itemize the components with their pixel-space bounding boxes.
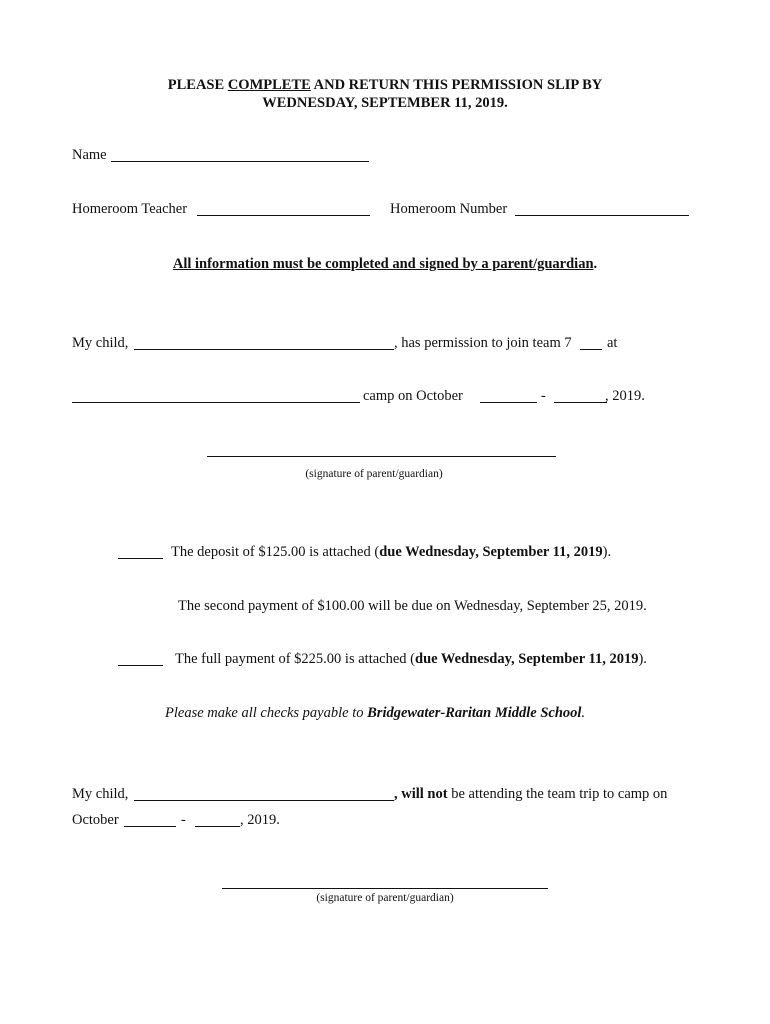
- not-attending-my-child-label: My child,: [72, 786, 129, 802]
- completion-notice: [0, 256, 770, 273]
- completion-notice-text: All information must be completed and signed by a parent/guardian: [172, 256, 594, 272]
- signature-label: (signature of parent/guardian): [305, 468, 443, 480]
- title-text-start: PLEASE: [167, 77, 228, 93]
- child-name-field[interactable]: [134, 349, 394, 350]
- deposit-checkbox-blank[interactable]: [118, 558, 163, 559]
- not-attending-end-date-field[interactable]: [195, 826, 240, 827]
- homeroom-number-label: Homeroom Number: [390, 201, 508, 217]
- not-attending-text: [394, 786, 667, 803]
- deposit-due-date: due Wednesday, September 11, 2019: [379, 544, 603, 560]
- checks-period: .: [581, 705, 586, 721]
- camp-on-october-text: camp on October: [363, 388, 463, 404]
- name-label: Name: [72, 147, 107, 163]
- full-payment-text: The full payment of $225.00 is attached (: [175, 651, 415, 667]
- not-attending-start-date-field[interactable]: [124, 826, 176, 827]
- completion-notice-period: .: [593, 256, 598, 272]
- not-attending-october-label: October: [72, 812, 119, 828]
- will-not-text: , will not: [394, 786, 448, 802]
- permission-my-child-label: My child,: [72, 335, 129, 351]
- name-field[interactable]: [111, 161, 369, 162]
- deposit-line: [171, 544, 611, 561]
- not-attending-year-text: , 2019.: [240, 812, 280, 828]
- not-attending-rest: be attending the team trip to camp on: [447, 786, 668, 802]
- homeroom-teacher-label: Homeroom Teacher: [72, 201, 188, 217]
- title-complete-underlined: COMPLETE: [227, 77, 311, 93]
- signature-label-2: (signature of parent/guardian): [316, 892, 454, 904]
- camp-name-field[interactable]: [72, 402, 360, 403]
- second-payment-text: The second payment of $100.00 will be due on Wednesday, September 25, 2019.: [178, 598, 647, 614]
- full-payment-due-date: due Wednesday, September 11, 2019: [415, 651, 639, 667]
- deposit-text: The deposit of $125.00 is attached (: [171, 544, 380, 560]
- form-title-line2: WEDNESDAY, SEPTEMBER 11, 2019.: [262, 95, 508, 111]
- full-payment-line: [175, 651, 647, 668]
- checks-payable-text: Please make all checks payable to: [165, 705, 368, 721]
- date-dash: -: [541, 388, 546, 404]
- not-attending-child-name-field[interactable]: [134, 800, 394, 801]
- team-field[interactable]: [580, 349, 602, 350]
- year-text: , 2019.: [605, 388, 645, 404]
- title-text-end: AND RETURN THIS PERMISSION SLIP BY: [310, 77, 603, 93]
- checks-payable-note: [165, 705, 585, 722]
- october-start-date-field[interactable]: [480, 402, 537, 403]
- october-end-date-field[interactable]: [554, 402, 607, 403]
- parent-signature-field[interactable]: [207, 456, 556, 457]
- school-name: Bridgewater-Raritan Middle School: [367, 705, 582, 721]
- permission-at-text: at: [607, 335, 618, 351]
- not-attending-dash: -: [181, 812, 186, 828]
- homeroom-number-field[interactable]: [515, 215, 689, 216]
- permission-text: , has permission to join team 7: [394, 335, 572, 351]
- full-payment-close: ).: [638, 651, 647, 667]
- homeroom-teacher-field[interactable]: [197, 215, 370, 216]
- full-payment-checkbox-blank[interactable]: [118, 665, 163, 666]
- deposit-close: ).: [602, 544, 612, 560]
- parent-signature-field-2[interactable]: [222, 888, 548, 889]
- form-title-line1: [0, 76, 770, 94]
